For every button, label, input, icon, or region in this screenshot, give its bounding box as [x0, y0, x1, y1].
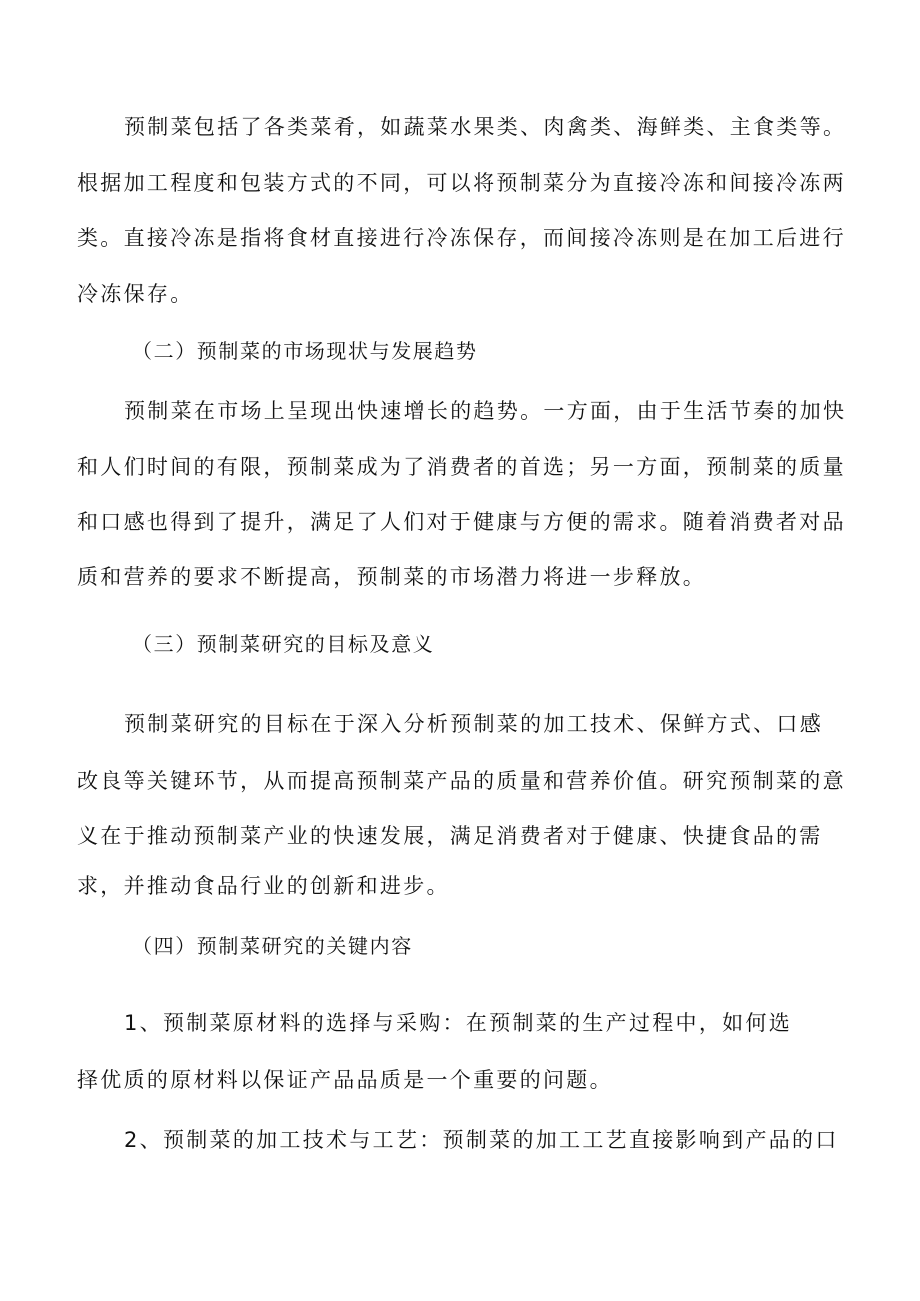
paragraph-2-line-1: 预制菜在市场上呈现出快速增长的趋势。一方面，由于生活节奏的加快 [124, 399, 847, 423]
section-heading-2: （二）预制菜的市场现状与发展趋势 [132, 339, 478, 363]
paragraph-2-line-2: 和人们时间的有限，预制菜成为了消费者的首选；另一方面，预制菜的质量 [77, 455, 846, 479]
paragraph-3-line-4: 求，并推动食品行业的创新和进步。 [77, 874, 450, 898]
list-item-1-line-1: 1、预制菜原材料的选择与采购：在预制菜的生产过程中，如何选 [124, 1011, 793, 1035]
paragraph-2-line-4: 质和营养的要求不断提高，预制菜的市场潜力将进一步释放。 [77, 565, 707, 589]
paragraph-1-line-4: 冷冻保存。 [77, 282, 194, 306]
section-heading-4: （四）预制菜研究的关键内容 [132, 934, 413, 958]
list-item-1-line-2: 择优质的原材料以保证产品品质是一个重要的问题。 [77, 1068, 613, 1092]
paragraph-3-line-3: 义在于推动预制菜产业的快速发展，满足消费者对于健康、快捷食品的需 [77, 824, 823, 848]
paragraph-2-line-3: 和口感也得到了提升，满足了人们对于健康与方便的需求。随着消费者对品 [77, 510, 846, 534]
paragraph-1-line-2: 根据加工程度和包装方式的不同，可以将预制菜分为直接冷冻和间接冷冻两 [77, 171, 846, 195]
paragraph-1-line-3: 类。直接冷冻是指将食材直接进行冷冻保存，而间接冷冻则是在加工后进行 [77, 226, 846, 250]
paragraph-3-line-1: 预制菜研究的目标在于深入分析预制菜的加工技术、保鲜方式、口感 [124, 712, 823, 736]
list-item-2-line-1: 2、预制菜的加工技术与工艺：预制菜的加工工艺直接影响到产品的口 [124, 1128, 839, 1152]
section-heading-3: （三）预制菜研究的目标及意义 [132, 632, 435, 656]
paragraph-3-line-2: 改良等关键环节，从而提高预制菜产品的质量和营养价值。研究预制菜的意 [77, 769, 846, 793]
paragraph-1-line-1: 预制菜包括了各类菜肴，如蔬菜水果类、肉禽类、海鲜类、主食类等。 [124, 115, 847, 139]
